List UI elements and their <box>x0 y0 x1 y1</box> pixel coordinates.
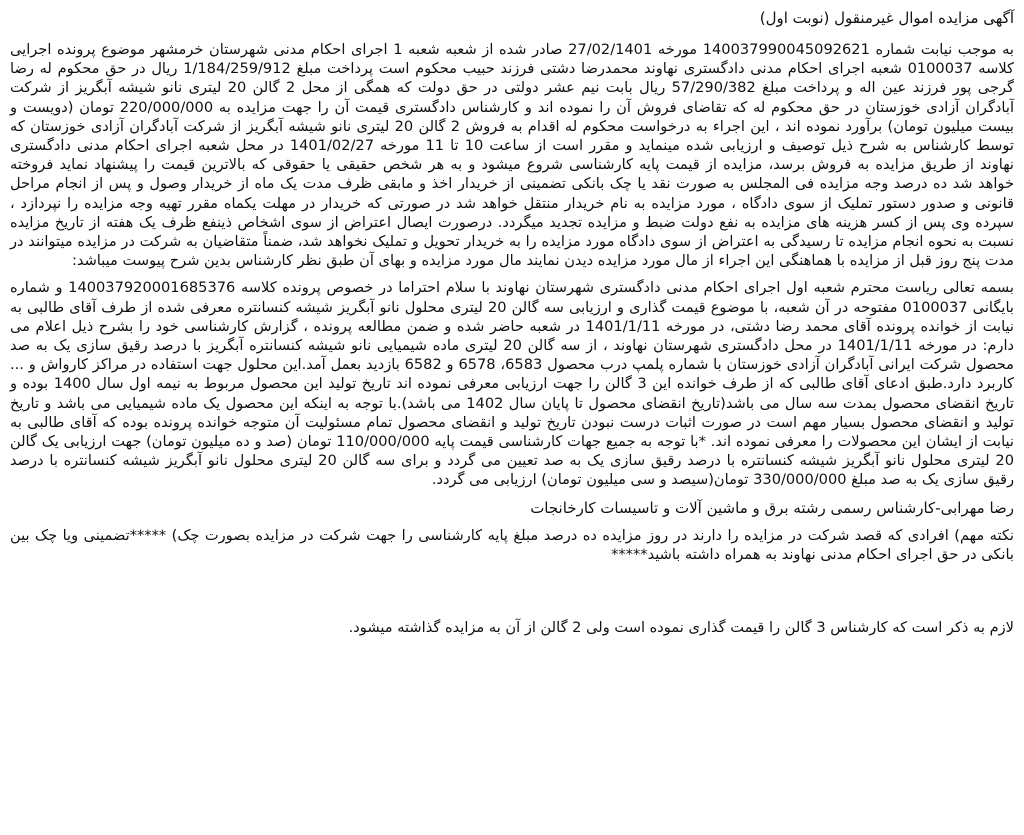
expert-report-paragraph: بسمه تعالی ریاست محترم شعبه اول اجرای احکام مدنی دادگستری شهرستان نهاوند با سلام احتراما در خصوص پرونده کلاسه 140037920001685376 و شماره بایگانی 0100037 مفتوحه در آن شعبه، با موضوع قیمت گذاری و ارزیابی سه گالن 20 لیتری محلول نانو آبگریز شیشه کنسانتره معرفی شده از طرف آقای طالبی به نیابت از خوانده پرونده آقای محمد رضا دشتی، در مورخه 1401/1/11 در شعبه حاضر شده و ضمن مطالعه پرونده ، گزارش کارشناسی خود را بشرح ذیل اعلام می دارم: در مورخه 1401/1/11 در محل دادگستری شهرستان نهاوند ، از سه گالن 20 لیتری ماده شیمیایی نانو شیشه کنسانتره آبگریز با درصد رقیق سازی یک به صد محصول شرکت ایرانی آبادگران آزادی خوزستان با شماره پلمپ درب محصول 6583، 6578 و 6582 بازدید بعمل آمد.این محلول جهت استفاده در مراکز کارواش و ... کاربرد دارد.طبق ادعای آقای طالبی که از طرف خوانده این 3 گالن را جهت ارزیابی معرفی نموده اند تاریخ تولید این محصول مربوط به نیمه اول سال 1400 بوده و تاریخ انقضای محصول بمدت سه سال می باشد(تاریخ انقضای محصول تا پایان سال 1402 می باشد).با توجه به اینکه این محصول یک ماده شیمیایی می باشد و تاریخ تولید و انقضای محصول بسیار مهم است در صورت اثبات درست نبودن تاریخ تولید و انقضای محصول تمام مسئولیت آن متوجه خوانده پرونده بوده که آقای طالبی به نیابت از ایشان این محصولات را معرفی نموده اند. *با توجه به جمیع جهات کارشناسی قیمت پایه 110/000/000 تومان (صد و ده میلیون تومان) جهت ارزیابی یک گالن 20 لیتری محلول نانو آبگریز شیشه کنسانتره با درصد رقیق سازی یک به صد تعیین می گردد و برای سه گالن 20 لیتری محلول نانو آبگریز شیشه کنسانتره با درصد رقیق سازی یک به صد مبلغ 330/000/000 تومان(سیصد و سی میلیون تومان) ارزیابی می گردد. <box>10 279 1015 489</box>
notice-title: آگهی مزایده اموال غیرمنقول (نوبت اول) <box>759 9 1014 27</box>
important-note: نکته مهم) افرادی که قصد شرکت در مزایده را دارند در روز مزایده ده درصد مبلغ پایه کارشناسی را جهت شرکت در مزایده بصورت چک) *****تضمینی ویا چک بین بانکی در حق اجرای احکام مدنی نهاوند به همراه داشته باشید***** <box>10 526 1014 563</box>
footer-note: لازم به ذکر است که کارشناس 3 گالن را قیمت گذاری نموده است ولی 2 گالن از آن به مزایده گذاشته میشود. <box>348 619 1014 637</box>
notice-body-paragraph: به موجب نیابت شماره 140037990045092621 مورخه 27/02/1401 صادر شده از شعبه شعبه 1 اجرای احکام مدنی شهرستان خرمشهر موضوع پرونده اجرایی کلاسه 0100037 شعبه اجرای احکام مدنی دادگستری نهاوند محمدرضا دشتی فرزند حبیب محکوم است پرداخت مبلغ 1/184/259/912 ریال در حق محکوم له رضا گرجی پور فرزند عین اله و پرداخت مبلغ 57/290/382 ریال بابت نیم عشر دولتی در حق دولت که همگی از محل 2 گالن 20 لیتری نانو شیشه آبگریز از شرکت آبادگران آزادی خوزستان در حق محکوم له که تقاضای فروش آن را نموده اند و کارشناس دادگستری قیمت آن را جهت مزایده به 220/000/000 تومان (دویست و بیست میلیون تومان) برآورد نموده اند ، این اجراء به درخواست محکوم له اقدام به فروش 2 گالن 20 لیتری نانو شیشه آبگریز از شرکت آبادگران آزادی خوزستان که توسط کارشناس به شرح ذیل توصیف و ارزیابی شده مینماید و مقرر است از ساعت 10 تا 11 مورخه 1401/02/27 در محل شعبه اجرای احکام مدنی دادگستری نهاوند از طریق مزایده به فروش برسد، مزایده از قیمت پایه کارشناسی شروع میشود و به هر شخص حقیقی یا حقوقی که بالاترین قیمت را پیشنهاد نماید فروخته خواهد شد ده درصد وجه مزایده فی المجلس به صورت نقد یا چک بانکی تضمینی از خریدار اخذ و مابقی ظرف مدت یک ماه از خریدار وصول و پس از انجام مراحل قانونی و صدور دستور تملیک از سوی دادگاه ، مورد مزایده به نام خریدار منتقل خواهد شد در صورتی که خریدار در مهلت یکماه مقرر تهیه وجه مزایده را نپردازد ، سپرده وی پس از کسر هزینه های مزایده به نفع دولت ضبط و مزایده تجدید میگردد. درصورت ایصال اعتراض از سوی اشخاص ذینفع ظرف یک هفته از تاریخ مزایده نسبت به نحوه انجام مزایده تا رسیدگی به اعتراض از سوی دادگاه مورد مزایده را به خریدار تحویل و تملیک نخواهد شد، ضمناً متقاضیان به شرکت در مزایده میتوانند در مدت پنج روز قبل از مزایده با هماهنگی این اجراء از مال مورد مزایده دیدن نمایند مال مورد مزایده و بهای آن طبق نظر کارشناس بدین شرح پیوست میباشد: <box>10 41 1014 270</box>
expert-signature: رضا مهرابی-کارشناس رسمی رشته برق و ماشین آلات و تاسیسات کارخانجات <box>530 498 1014 517</box>
